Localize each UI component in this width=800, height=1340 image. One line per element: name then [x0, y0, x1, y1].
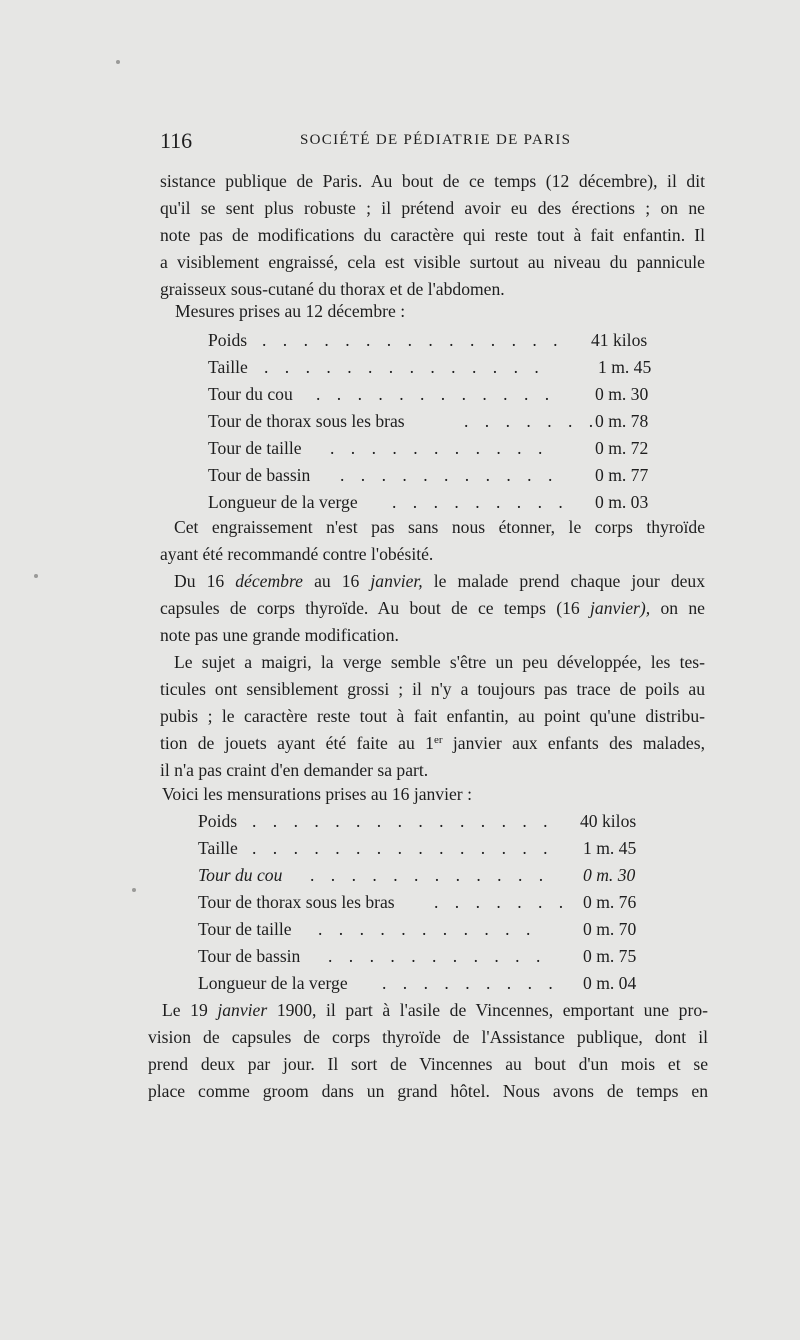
table-row — [208, 408, 658, 435]
table-row — [208, 462, 658, 489]
table-row — [208, 489, 658, 516]
text-line: Du 16 décembre au 16 janvier, le malade prend chaque jour deux — [174, 571, 706, 591]
measure-value: 0 m. 77 — [595, 465, 649, 485]
text-line: a visiblement engraissé, cela est visible surtout au niveau du pannicule — [160, 252, 705, 272]
paragraph-4 — [160, 649, 705, 784]
leader-dots: . . . . . . . . . . . . . . — [264, 357, 545, 377]
leader-dots: . . . . . . . . . . . — [318, 919, 537, 939]
text-line: ayant été recommandé contre l'obésité. — [160, 544, 434, 564]
table-row — [208, 381, 658, 408]
leader-dots: . . . . . . . — [464, 411, 600, 431]
measure-value: 0 m. 03 — [595, 492, 649, 512]
text-line: place comme groom dans un grand hôtel. Nous avons de temps en — [148, 1081, 708, 1101]
measure-label: Tour du cou — [208, 384, 293, 404]
measure-label: Tour de thorax sous les bras — [198, 892, 395, 912]
measure-label: Taille — [198, 838, 238, 858]
paragraph-3 — [160, 568, 705, 649]
table-row — [208, 435, 658, 462]
text-line: vision de capsules de corps thyroïde de l'Assistance publique, dont il — [148, 1027, 708, 1047]
measure-label: Longueur de la verge — [198, 973, 348, 993]
measure-value: 1 m. 45 — [583, 838, 637, 858]
table-row — [198, 835, 658, 862]
measure-value: 0 m. 76 — [583, 892, 637, 912]
measure-value: 0 m. 72 — [595, 438, 649, 458]
text-line: sistance publique de Paris. Au bout de ce temps (12 décembre), il dit — [160, 171, 705, 191]
text-line: note pas de modifications du caractère qui reste tout à fait enfantin. Il — [160, 225, 705, 245]
measure-label: Tour de bassin — [208, 465, 311, 485]
measurements-table-2 — [198, 808, 658, 997]
measure-label: Tour de bassin — [198, 946, 301, 966]
page-header — [160, 128, 720, 158]
table-row — [198, 970, 658, 997]
measurements-table-1 — [208, 327, 658, 516]
leader-dots: . . . . . . . . . — [392, 492, 569, 512]
text-line: pubis ; le caractère reste tout à fait enfantin, au point qu'une distribu- — [160, 706, 705, 726]
text-line: il n'a pas craint d'en demander sa part. — [160, 760, 429, 780]
measure-label: Longueur de la verge — [208, 492, 358, 512]
measure-value: 40 kilos — [580, 811, 637, 831]
text-line: note pas une grande modification. — [160, 625, 399, 645]
text-line: graisseux sous-cutané du thorax et de l'abdomen. — [160, 279, 505, 299]
leader-dots: . . . . . . . . . . . — [328, 946, 547, 966]
measure-label: Tour de taille — [208, 438, 302, 458]
measure-value: 0 m. 04 — [583, 973, 637, 993]
text-line: tion de jouets ayant été faite au 1er janvier aux enfants des malades, — [160, 733, 705, 753]
paper-speck — [116, 60, 120, 64]
text-line: Cet engraissement n'est pas sans nous étonner, le corps thyroïde — [174, 517, 705, 537]
leader-dots: . . . . . . . . . . . . . . . — [252, 811, 554, 831]
text-line: qu'il se sent plus robuste ; il prétend avoir eu des érections ; on ne — [160, 198, 705, 218]
measure-label: Tour du cou — [198, 865, 283, 885]
paper-speck — [132, 888, 136, 892]
leader-dots: . . . . . . . . . . . . — [316, 384, 556, 404]
measure-value: 0 m. 30 — [583, 865, 636, 885]
table-row — [198, 916, 658, 943]
measure-label: Poids — [208, 330, 248, 350]
measurements-lead-2: Voici les mensurations prises au 16 janvier : — [162, 784, 472, 804]
measure-label: Taille — [208, 357, 248, 377]
table-row — [208, 327, 658, 354]
measure-label: Poids — [198, 811, 238, 831]
leader-dots: . . . . . . . . . . . . . . . — [262, 330, 564, 350]
measure-value: 0 m. 30 — [595, 384, 649, 404]
leader-dots: . . . . . . . — [434, 892, 570, 912]
leader-dots: . . . . . . . . . — [382, 973, 559, 993]
table-row — [198, 889, 658, 916]
measure-value: 0 m. 75 — [583, 946, 637, 966]
measure-label: Tour de taille — [198, 919, 292, 939]
text-line: capsules de corps thyroïde. Au bout de ce temps (16 janvier), on ne — [160, 598, 705, 618]
measure-value: 0 m. 78 — [595, 411, 649, 431]
table-row — [198, 808, 658, 835]
paragraph-1 — [160, 168, 705, 303]
leader-dots: . . . . . . . . . . . . . . . — [252, 838, 554, 858]
text-line: Le 19 janvier 1900, il part à l'asile de Vincennes, emportant une pro- — [162, 1000, 708, 1020]
paragraph-5 — [148, 997, 708, 1105]
text-line: Le sujet a maigri, la verge semble s'être un peu développée, les tes- — [174, 652, 705, 672]
measure-value: 41 kilos — [591, 330, 648, 350]
leader-dots: . . . . . . . . . . . . — [310, 865, 550, 885]
page-number: 116 — [160, 128, 193, 153]
table-row — [208, 354, 658, 381]
running-title: SOCIÉTÉ DE PÉDIATRIE DE PARIS — [300, 132, 572, 148]
paragraph-2 — [160, 514, 705, 568]
text-line: ticules ont sensiblement grossi ; il n'y a toujours pas trace de poils au — [160, 679, 705, 699]
measurements-lead-1: Mesures prises au 12 décembre : — [175, 301, 406, 321]
table-row — [198, 943, 658, 970]
paper-speck — [34, 574, 38, 578]
measure-value: 0 m. 70 — [583, 919, 637, 939]
measure-label: Tour de thorax sous les bras — [208, 411, 405, 431]
leader-dots: . . . . . . . . . . . — [340, 465, 559, 485]
measure-value: 1 m. 45 — [598, 357, 652, 377]
table-row — [198, 862, 658, 889]
text-line: prend deux par jour. Il sort de Vincennes au bout d'un mois et se — [148, 1054, 708, 1074]
leader-dots: . . . . . . . . . . . — [330, 438, 549, 458]
